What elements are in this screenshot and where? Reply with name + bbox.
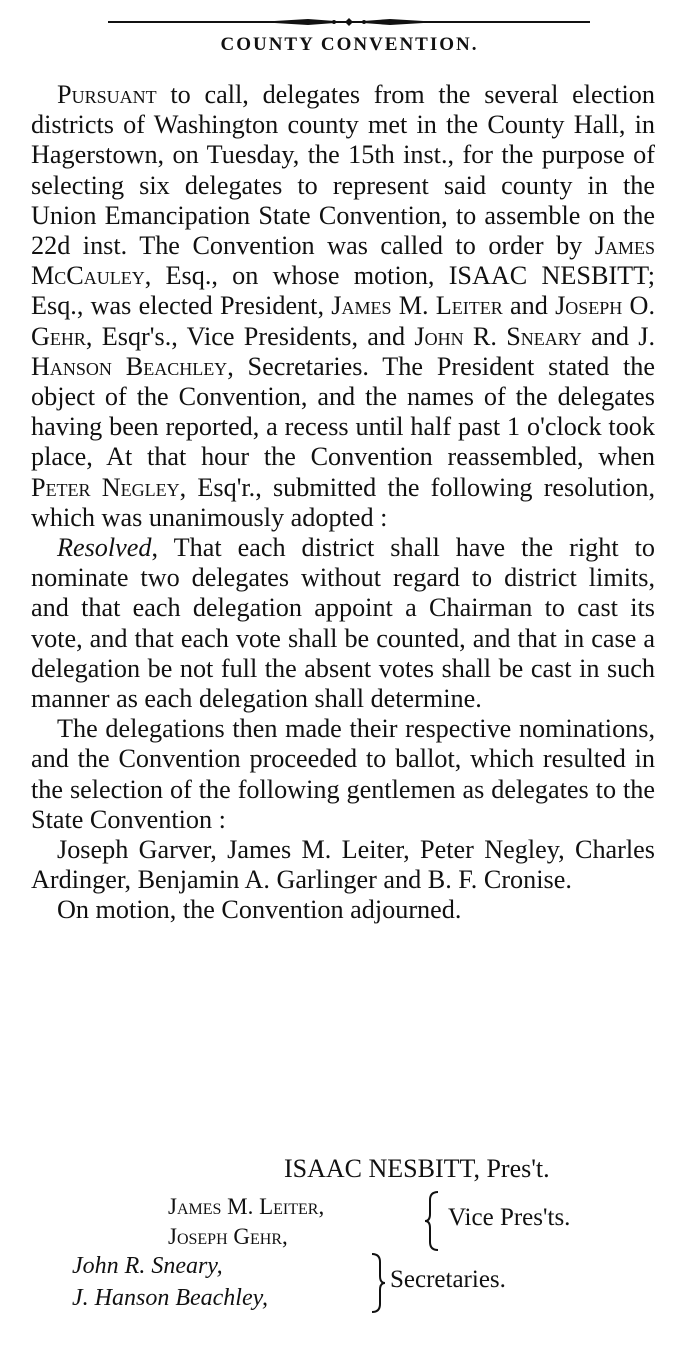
article-body	[31, 80, 655, 926]
name-sneary: John R. Sneary	[414, 321, 582, 351]
curly-brace-icon	[368, 1252, 386, 1314]
name-leiter: James M. Leiter	[331, 291, 503, 321]
name-gehr: Joseph O. Gehr	[31, 291, 655, 351]
secretary-name: John R. Sneary,	[72, 1253, 223, 1279]
name-negley: Peter Negley	[31, 472, 180, 502]
president-signature: ISAAC NESBITT, Pres't.	[284, 1154, 550, 1183]
vice-presidents-names	[168, 1192, 324, 1252]
secretary-name: J. Hanson Beachley,	[72, 1285, 268, 1311]
paragraph-proceedings: Pursuant to call, delegates from the several election districts of Washington county met in the County Hall, in Hagerstown, on Tuesday, the 15th inst., for the purpose of selecting six delegates to represent said county in the Union Emancipation State Convention, to assemble on the 22d inst. The Convention was called to order by James McCauley, Esq., on whose motion, ISAAC NESBITT; Esq., was elected President, James M. Leiter and Joseph O. Gehr, Esqr's., Vice Presidents, and John R. Sneary and J. Hanson Beachley, Secretaries. The President stated the object of the Convention, and the names of the delegates having been reported, a recess until half past 1 o'clock took place, At that hour the Convention reassembled, when Peter Negley, Esq'r., submitted the following resolution, which was unanimously adopted :	[31, 80, 655, 532]
vice-president-name: James M. Leiter,	[168, 1194, 325, 1219]
secretaries-label: Secretaries.	[390, 1266, 506, 1293]
paragraph-delegates-list: Joseph Garver, James M. Leiter, Peter Negley, Charles Ardinger, Benjamin A. Garlinger and B. F. Cronise.	[31, 835, 655, 895]
article-title: COUNTY CONVENTION.	[220, 34, 479, 55]
vice-president-name: Joseph Gehr,	[168, 1224, 288, 1249]
paragraph-ballot: The delegations then made their respective nominations, and the Convention proceeded to ballot, which resulted in the selection of the following gentlemen as delegates to the State Convention :	[31, 714, 655, 834]
paragraph-adjourned: On motion, the Convention adjourned.	[57, 895, 462, 925]
name-beachley: J. Hanson Beachley	[31, 321, 655, 381]
lead-word: Pursuant	[57, 80, 157, 109]
vice-presidents-label: Vice Pres'ts.	[448, 1204, 571, 1231]
paragraph-resolution: Resolved, That each district shall have the right to nominate two delegates without regard to district limits, and that each delegation appoint a Chairman to cast its vote, and that each vote shall be counted, and that in case a delegation be not full the absent votes shall be cast in such manner as each delegation shall determine.	[31, 533, 655, 714]
resolved-word: Resolved	[57, 533, 152, 563]
curly-brace-icon	[424, 1190, 442, 1252]
ornamental-rule	[108, 18, 590, 26]
secretaries-names	[72, 1250, 268, 1314]
name-mccauley: James McCauley	[31, 231, 655, 291]
